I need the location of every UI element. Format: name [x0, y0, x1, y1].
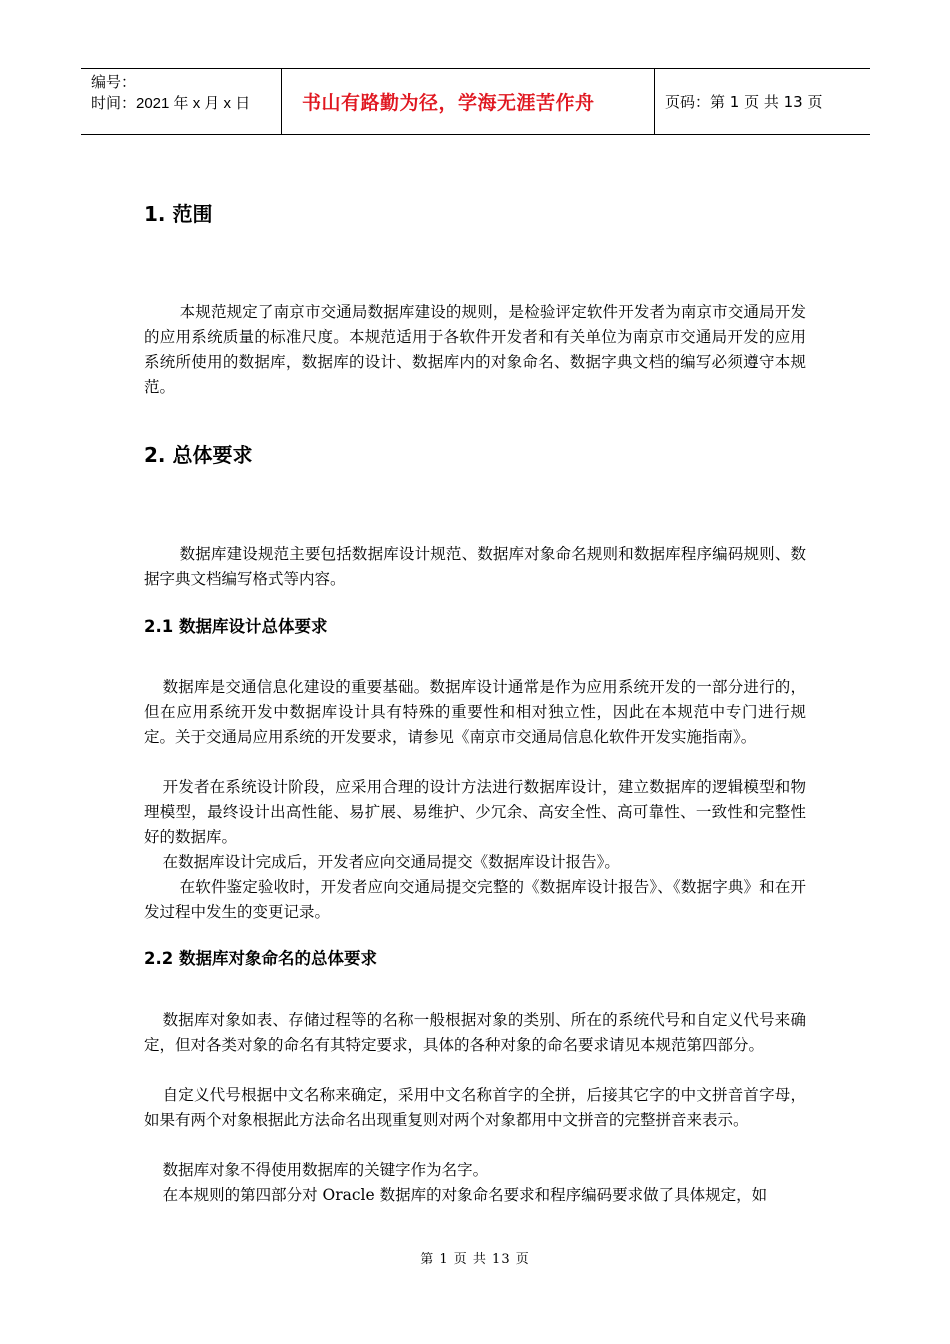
header-page-info: 页码：第 1 页 共 13 页: [665, 93, 823, 111]
section-2-2-paragraph-2: 自定义代号根据中文名称来确定，采用中文名称首字的全拼，后接其它字的中文拼音首字母，如果有两个对象根据此方法命名出现重复则对两个对象都用中文拼音的完整拼音来表示。: [144, 1086, 806, 1129]
section-2-1-paragraph-1: 数据库是交通信息化建设的重要基础。数据库设计通常是作为应用系统开发的一部分进行的，但在应用系统开发中数据库设计具有特殊的重要性和相对独立性，因此在本规范中专门进行规定。关于交通局应用系统的开发要求，请参见《南京市交通局信息化软件开发实施指南》。: [144, 678, 806, 746]
header-meta: [81, 69, 282, 134]
header-motto: 书山有路勤为径，学海无涯苦作舟: [282, 69, 655, 134]
section-2-2-paragraph-4: 在本规则的第四部分对 Oracle 数据库的对象命名要求和程序编码要求做了具体规定，如: [162, 1186, 768, 1204]
section-1-paragraph: 本规范规定了南京市交通局数据库建设的规则，是检验评定软件开发者为南京市交通局开发的应用系统质量的标准尺度。本规范适用于各软件开发者和有关单位为南京市交通局开发的应用系统所使用的数据库，数据库的设计、数据库内的对象命名、数据字典文档的编写必须遵守本规范。: [144, 303, 806, 396]
page-header: [81, 68, 870, 135]
section-2-title: 2. 总体要求: [144, 443, 253, 467]
section-2-1-paragraph-3: 在数据库设计完成后，开发者应向交通局提交《数据库设计报告》。: [162, 853, 620, 871]
section-2-2-paragraph-1: 数据库对象如表、存储过程等的名称一般根据对象的类别、所在的系统代号和自定义代号来确定，但对各类对象的命名有其特定要求，具体的各种对象的命名要求请见本规范第四部分。: [144, 1011, 806, 1054]
section-2-1-paragraph-2: 开发者在系统设计阶段，应采用合理的设计方法进行数据库设计，建立数据库的逻辑模型和物理模型，最终设计出高性能、易扩展、易维护、少冗余、高安全性、高可靠性、一致性和完整性好的数据库。: [144, 778, 806, 846]
document-time-label: 时间：2021 年 x 月 x 日: [91, 95, 251, 112]
page-footer: 第 1 页 共 13 页: [420, 1252, 530, 1267]
section-2-paragraph: 数据库建设规范主要包括数据库设计规范、数据库对象命名规则和数据库程序编码规则、数据字典文档编写格式等内容。: [144, 545, 806, 588]
section-2-2-title: 2.2 数据库对象命名的总体要求: [144, 949, 377, 968]
section-2-2-paragraph-3: 数据库对象不得使用数据库的关键字作为名字。: [162, 1161, 489, 1179]
section-2-1-paragraph-4: 在软件鉴定验收时，开发者应向交通局提交完整的《数据库设计报告》、《数据字典》和在开发过程中发生的变更记录。: [144, 878, 806, 921]
section-1-title: 1. 范围: [144, 202, 213, 226]
document-number-label: 编号：: [91, 74, 137, 91]
section-2-1-title: 2.1 数据库设计总体要求: [144, 617, 328, 636]
